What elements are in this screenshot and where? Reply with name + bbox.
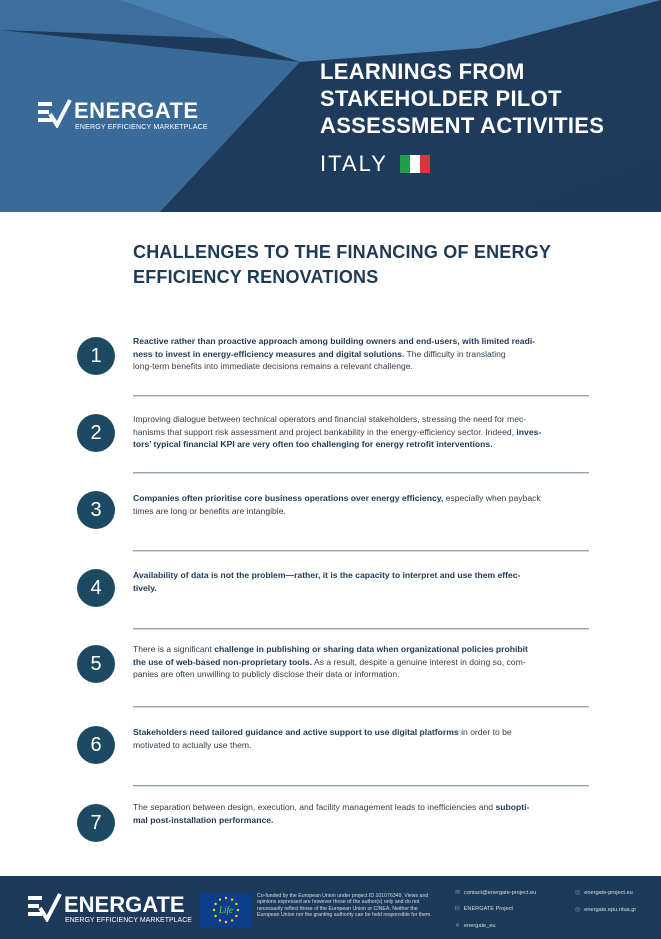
item-number-badge: 5 [77, 645, 115, 683]
section-heading [133, 240, 603, 290]
item-text [133, 643, 573, 681]
item-text-line [133, 668, 573, 681]
page-title-line: LEARNINGS FROM [320, 59, 525, 84]
item-number-badge: 2 [77, 414, 115, 452]
item-text-line [133, 726, 573, 739]
item-text-line [133, 582, 573, 595]
item-text-line [133, 413, 573, 426]
email-icon: ✉ [455, 890, 461, 896]
contact-email-link[interactable] [455, 889, 536, 896]
item-text-line [133, 739, 573, 752]
item-text-line [133, 656, 573, 669]
item-number-badge: 6 [77, 726, 115, 764]
item-text-line [133, 505, 573, 518]
item-text-line [133, 643, 573, 656]
item-text-bold: the use of web-based non-proprietary tools. [133, 656, 313, 667]
item-text-bold: Stakeholders need tailored guidance and active support to use digital platforms [133, 727, 459, 737]
item-text-bold: Companies often prioritise core business operations over energy efficiency, [133, 493, 444, 503]
footer-logo-tagline: ENERGY EFFICIENCY MARKETPLACE [65, 917, 192, 924]
item-text-line [133, 814, 573, 827]
italy-flag-icon [400, 155, 430, 173]
energate-logo [38, 96, 208, 138]
item-text-line [133, 569, 573, 582]
platform-link[interactable] [575, 906, 636, 913]
item-text-bold: Reactive rather than proactive approach among building owners and end-users, with limited readi- [133, 336, 536, 346]
globe-icon: ◎ [575, 890, 581, 896]
item-number-badge: 3 [77, 491, 115, 529]
item-number-badge: 4 [77, 569, 115, 607]
item-text-regular: There is a significant [133, 644, 215, 654]
item-number-badge: 7 [77, 804, 115, 842]
item-text [133, 569, 573, 594]
logo-tagline: ENERGY EFFICIENCY MARKETPLACE [75, 124, 208, 131]
x-handle: energate_eu [464, 922, 496, 929]
item-text-line [133, 335, 573, 348]
page-title [320, 58, 640, 139]
item-text [133, 492, 573, 517]
item-divider [133, 472, 589, 474]
item-text-regular: The separation between design, execution, and facility management leads to inefficiencies and [133, 802, 496, 812]
item-text-bold: subopti- [495, 802, 530, 812]
item-text-line [133, 348, 573, 361]
x-icon: ✕ [455, 923, 461, 929]
item-text [133, 801, 573, 826]
linkedin-link[interactable] [455, 906, 513, 912]
page-title-line: STAKEHOLDER PILOT [320, 86, 562, 111]
flag-stripe [410, 155, 420, 173]
section-heading-line: CHALLENGES TO THE FINANCING OF ENERGY [133, 242, 552, 262]
item-text-line [133, 426, 573, 439]
eu-life-logo [200, 893, 252, 927]
logo-mark-icon [38, 98, 72, 128]
flag-stripe [400, 155, 410, 173]
platform-url: energate.epu.ntua.gr [584, 906, 637, 913]
item-text-bold: Availability of data is not the problem—rather, it is the capacity to interpret and use them effec- [133, 570, 521, 580]
item-text-bold: challenge in publishing or sharing data when organizational policies prohibit [214, 644, 528, 654]
item-text-bold: tively. [133, 582, 157, 593]
country-label: ITALY [320, 151, 388, 176]
item-text [133, 726, 573, 751]
item-text-line [133, 492, 573, 505]
contact-email: contact@energate-project.eu [464, 889, 537, 896]
page-title-line: ASSESSMENT ACTIVITIES [320, 113, 605, 138]
eu-life-label: Life [218, 905, 234, 915]
item-divider [133, 706, 589, 708]
item-text-regular: panies are often unwilling to publicly disclose their data or information. [133, 669, 400, 679]
linkedin-icon: in [455, 906, 460, 912]
website-link[interactable] [575, 889, 633, 896]
item-text-line [133, 801, 573, 814]
eu-stars-icon [200, 893, 252, 927]
x-link[interactable] [455, 922, 495, 929]
logo-wordmark: ENERGATE [74, 98, 199, 123]
item-text-regular: times are long or benefits are intangible. [133, 505, 286, 516]
footer [0, 876, 661, 939]
header-banner [0, 0, 661, 212]
globe-icon: ◎ [575, 907, 581, 913]
logo-mark-icon [28, 892, 62, 922]
item-text-line [133, 438, 573, 451]
item-divider [133, 395, 589, 397]
item-text-line [133, 360, 573, 373]
item-divider [133, 550, 589, 552]
funding-disclaimer: Co-funded by the European Union under project ID 101076349. Views and opinions expressed are however those of the author(s) only and do not necessarily reflect those of the European Union or CINEA. Neither the European Union nor the granting authority can be held responsible for them. [257, 893, 432, 919]
item-text [133, 335, 573, 373]
item-text-regular: motivated to actually use them. [133, 739, 252, 750]
item-text-regular: The difficulty in translating [404, 348, 506, 359]
item-text-regular: As a result, despite a genuine interest in doing so, com- [312, 656, 526, 667]
section-heading-line: EFFICIENCY RENOVATIONS [133, 267, 379, 287]
item-text-regular: hanisms that support risk assessment and project bankability in the energy-efficiency sector. Indeed, [133, 426, 517, 437]
item-text-regular: especially when payback [443, 493, 541, 503]
item-text-regular: long-term benefits into immediate decisions remains a relevant challenge. [133, 361, 413, 371]
item-text-bold: ness to invest in energy-efficiency measures and digital solutions. [133, 348, 405, 359]
item-text-bold: inves- [516, 426, 542, 437]
item-text-bold: tors’ typical financial KPI are very often too challenging for energy retrofit interventions. [133, 439, 493, 449]
linkedin-name: ENERGATE Project [463, 906, 513, 912]
footer-logo-wordmark: ENERGATE [64, 892, 185, 917]
item-text-regular: Improving dialogue between technical operators and financial stakeholders, stressing the need for mec- [133, 414, 527, 424]
item-divider [133, 785, 589, 787]
item-text-bold: mal post-installation performance. [133, 814, 274, 825]
item-text [133, 413, 573, 451]
item-text-regular: in order to be [458, 727, 512, 737]
item-divider [133, 628, 589, 630]
website-url: energate-project.eu [584, 889, 633, 896]
flag-stripe [420, 155, 430, 173]
item-number-badge: 1 [77, 337, 115, 375]
